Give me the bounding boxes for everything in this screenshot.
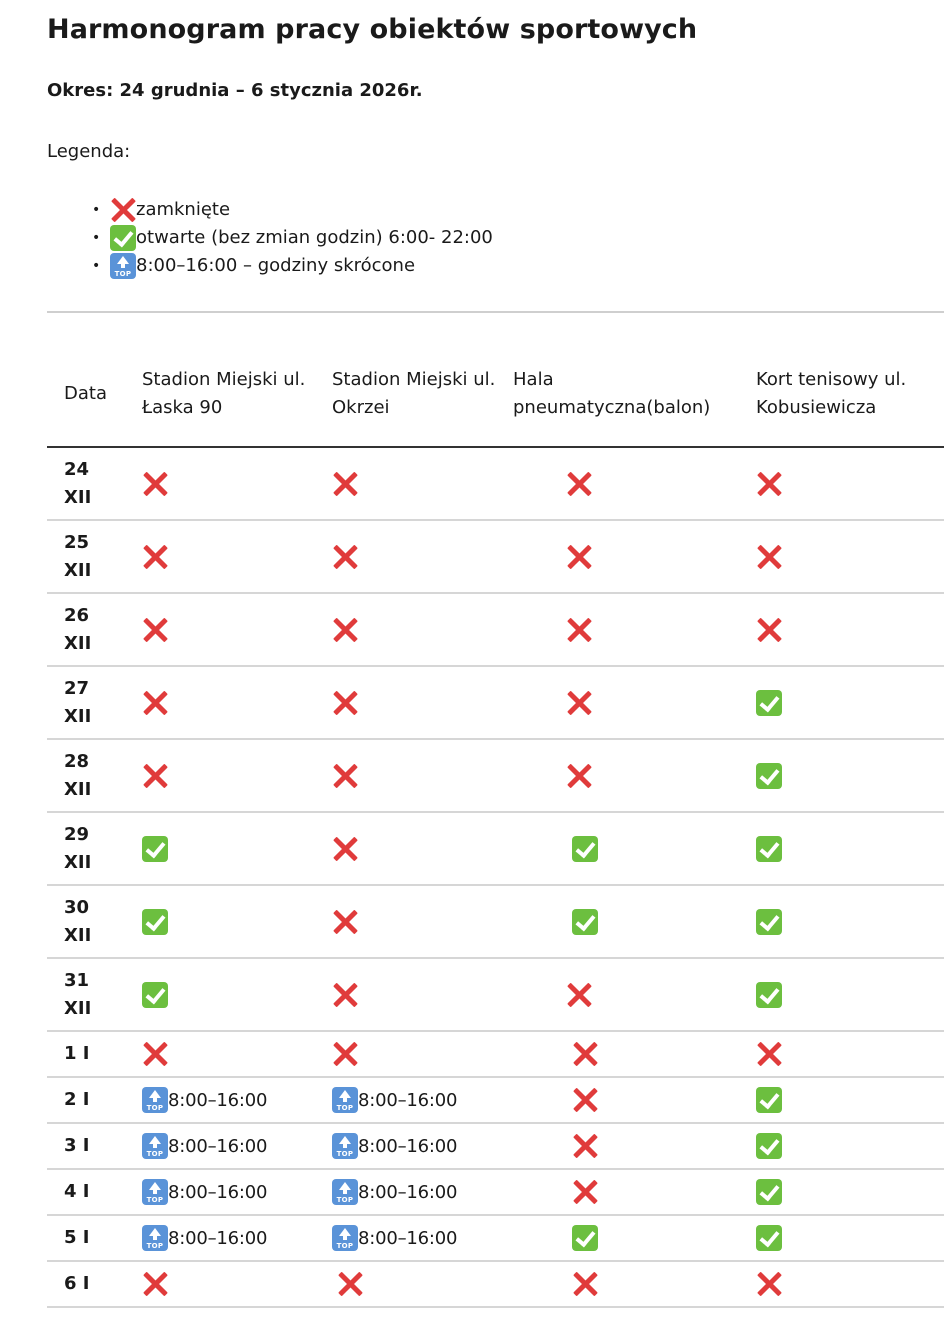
status-cell	[513, 447, 756, 520]
top-arrow-icon: TOP	[142, 1179, 168, 1205]
status-cell	[332, 1169, 513, 1215]
legend-item-closed	[92, 196, 493, 224]
top-arrow-icon: TOP	[332, 1133, 358, 1159]
status-cell	[332, 593, 513, 666]
table-row	[47, 520, 944, 593]
closed-x-icon	[756, 1271, 782, 1297]
closed-x-icon	[142, 617, 168, 643]
closed-x-icon	[566, 763, 592, 789]
status-cell	[513, 958, 756, 1031]
date-cell: 6 I	[47, 1261, 142, 1307]
open-check-icon	[756, 1133, 782, 1159]
status-cell	[142, 447, 332, 520]
open-check-icon	[756, 1087, 782, 1113]
open-check-icon	[142, 982, 168, 1008]
status-cell	[513, 1169, 756, 1215]
closed-x-icon	[332, 617, 358, 643]
closed-x-icon	[332, 471, 358, 497]
closed-x-icon	[566, 544, 592, 570]
open-check-icon	[756, 763, 782, 789]
open-check-icon	[756, 909, 782, 935]
status-cell	[142, 885, 332, 958]
top-arrow-icon: TOP	[142, 1225, 168, 1251]
top-arrow-icon: TOP	[142, 1133, 168, 1159]
short-hours-label	[332, 1225, 457, 1251]
closed-x-icon	[142, 471, 168, 497]
open-check-icon	[756, 1225, 782, 1251]
top-arrow-icon: TOP	[110, 253, 136, 279]
status-cell	[332, 447, 513, 520]
short-hours-text: 8:00–16:00	[168, 1181, 268, 1203]
status-cell	[142, 958, 332, 1031]
date-cell: 27 XII	[47, 666, 142, 739]
table-row	[47, 666, 944, 739]
closed-x-icon	[572, 1271, 598, 1297]
date-cell: 5 I	[47, 1215, 142, 1261]
status-cell	[513, 1077, 756, 1123]
closed-x-icon	[142, 544, 168, 570]
status-cell	[332, 666, 513, 739]
date-cell: 26 XII	[47, 593, 142, 666]
status-cell	[513, 885, 756, 958]
open-check-icon	[572, 1225, 598, 1251]
closed-x-icon	[566, 471, 592, 497]
status-cell	[332, 885, 513, 958]
short-hours-text: 8:00–16:00	[168, 1089, 268, 1111]
open-check-icon	[756, 690, 782, 716]
short-hours-label	[332, 1179, 457, 1205]
page-title: Harmonogram pracy obiektów sportowych	[47, 14, 698, 45]
status-cell	[513, 1123, 756, 1169]
closed-x-icon	[332, 544, 358, 570]
short-hours-label	[332, 1133, 457, 1159]
status-cell	[142, 666, 332, 739]
status-cell	[332, 1261, 513, 1307]
status-cell	[332, 520, 513, 593]
closed-x-icon	[756, 617, 782, 643]
closed-x-icon	[566, 690, 592, 716]
short-hours-label	[332, 1087, 457, 1113]
top-arrow-icon: TOP	[332, 1179, 358, 1205]
legend-item-label: 8:00–16:00 – godziny skrócone	[136, 255, 416, 276]
short-hours-label	[142, 1179, 267, 1205]
closed-x-icon	[572, 1133, 598, 1159]
table-row	[47, 812, 944, 885]
date-cell: 28 XII	[47, 739, 142, 812]
open-check-icon	[756, 1179, 782, 1205]
legend-item-open	[92, 224, 493, 252]
period-text: Okres: 24 grudnia – 6 stycznia 2026r.	[47, 80, 423, 101]
status-cell	[756, 593, 944, 666]
open-check-icon	[110, 225, 136, 251]
open-check-icon	[142, 836, 168, 862]
open-check-icon	[756, 836, 782, 862]
short-hours-text: 8:00–16:00	[358, 1181, 458, 1203]
header-kort: Kort tenisowy ul. Kobusiewicza	[756, 341, 944, 447]
status-cell	[332, 1077, 513, 1123]
closed-x-icon	[332, 763, 358, 789]
status-cell	[756, 1261, 944, 1307]
status-cell	[513, 1031, 756, 1077]
schedule-table	[47, 341, 944, 1308]
closed-x-icon	[572, 1179, 598, 1205]
closed-x-icon	[572, 1087, 598, 1113]
status-cell	[332, 958, 513, 1031]
short-hours-text: 8:00–16:00	[358, 1227, 458, 1249]
table-row	[47, 1215, 944, 1261]
table-row	[47, 885, 944, 958]
status-cell	[332, 1123, 513, 1169]
closed-x-icon	[332, 982, 358, 1008]
table-row	[47, 1031, 944, 1077]
status-cell	[756, 1169, 944, 1215]
status-cell	[513, 739, 756, 812]
closed-x-icon	[566, 982, 592, 1008]
short-hours-text: 8:00–16:00	[168, 1227, 268, 1249]
status-cell	[142, 1031, 332, 1077]
closed-x-icon	[110, 197, 136, 223]
header-stadion-okrzei: Stadion Miejski ul. Okrzei	[332, 341, 513, 447]
closed-x-icon	[332, 836, 358, 862]
status-cell	[142, 1215, 332, 1261]
short-hours-text: 8:00–16:00	[168, 1135, 268, 1157]
open-check-icon	[572, 836, 598, 862]
closed-x-icon	[142, 690, 168, 716]
short-hours-text: 8:00–16:00	[358, 1089, 458, 1111]
header-stadion-laska: Stadion Miejski ul. Łaska 90	[142, 341, 332, 447]
date-cell: 2 I	[47, 1077, 142, 1123]
open-check-icon	[756, 982, 782, 1008]
status-cell	[513, 593, 756, 666]
status-cell	[332, 812, 513, 885]
legend-item-short	[92, 252, 493, 280]
table-row	[47, 1077, 944, 1123]
date-cell: 31 XII	[47, 958, 142, 1031]
status-cell	[756, 739, 944, 812]
status-cell	[756, 447, 944, 520]
table-body	[47, 447, 944, 1307]
date-cell: 30 XII	[47, 885, 142, 958]
top-arrow-icon: TOP	[332, 1225, 358, 1251]
open-check-icon	[572, 909, 598, 935]
legend-list	[92, 196, 493, 280]
legend-title: Legenda:	[47, 141, 131, 162]
closed-x-icon	[756, 544, 782, 570]
status-cell	[756, 1031, 944, 1077]
table-row	[47, 1169, 944, 1215]
closed-x-icon	[142, 1271, 168, 1297]
closed-x-icon	[142, 1041, 168, 1067]
closed-x-icon	[572, 1041, 598, 1067]
date-cell: 25 XII	[47, 520, 142, 593]
status-cell	[513, 666, 756, 739]
short-hours-label	[142, 1087, 267, 1113]
table-row	[47, 739, 944, 812]
short-hours-label	[142, 1225, 267, 1251]
status-cell	[142, 520, 332, 593]
bullet-icon: •	[92, 258, 101, 274]
status-cell	[756, 1215, 944, 1261]
header-hala: Hala pneumatyczna(balon)	[513, 341, 756, 447]
date-cell: 1 I	[47, 1031, 142, 1077]
top-arrow-icon: TOP	[332, 1087, 358, 1113]
status-cell	[513, 1261, 756, 1307]
closed-x-icon	[756, 471, 782, 497]
status-cell	[513, 812, 756, 885]
status-cell	[142, 1077, 332, 1123]
divider	[47, 311, 944, 313]
table-row	[47, 593, 944, 666]
top-arrow-icon: TOP	[142, 1087, 168, 1113]
closed-x-icon	[332, 690, 358, 716]
status-cell	[142, 1123, 332, 1169]
table-row	[47, 1261, 944, 1307]
table-header-row	[47, 341, 944, 447]
date-cell: 4 I	[47, 1169, 142, 1215]
bullet-icon: •	[92, 230, 101, 246]
status-cell	[756, 666, 944, 739]
short-hours-label	[142, 1133, 267, 1159]
header-date: Data	[47, 341, 142, 447]
closed-x-icon	[332, 1041, 358, 1067]
status-cell	[756, 885, 944, 958]
closed-x-icon	[756, 1041, 782, 1067]
date-cell: 29 XII	[47, 812, 142, 885]
status-cell	[756, 812, 944, 885]
closed-x-icon	[337, 1271, 363, 1297]
status-cell	[332, 1031, 513, 1077]
status-cell	[756, 1077, 944, 1123]
status-cell	[142, 1169, 332, 1215]
status-cell	[513, 1215, 756, 1261]
open-check-icon	[142, 909, 168, 935]
closed-x-icon	[566, 617, 592, 643]
table-row	[47, 958, 944, 1031]
short-hours-text: 8:00–16:00	[358, 1135, 458, 1157]
status-cell	[756, 1123, 944, 1169]
bullet-icon: •	[92, 202, 101, 218]
status-cell	[332, 739, 513, 812]
table-row	[47, 1123, 944, 1169]
closed-x-icon	[142, 763, 168, 789]
date-cell: 3 I	[47, 1123, 142, 1169]
status-cell	[756, 520, 944, 593]
status-cell	[142, 739, 332, 812]
status-cell	[332, 1215, 513, 1261]
closed-x-icon	[332, 909, 358, 935]
table-row	[47, 447, 944, 520]
legend-item-label: otwarte (bez zmian godzin) 6:00- 22:00	[136, 227, 493, 248]
status-cell	[513, 520, 756, 593]
date-cell: 24 XII	[47, 447, 142, 520]
status-cell	[142, 812, 332, 885]
status-cell	[756, 958, 944, 1031]
status-cell	[142, 593, 332, 666]
status-cell	[142, 1261, 332, 1307]
legend-item-label: zamknięte	[136, 199, 231, 220]
